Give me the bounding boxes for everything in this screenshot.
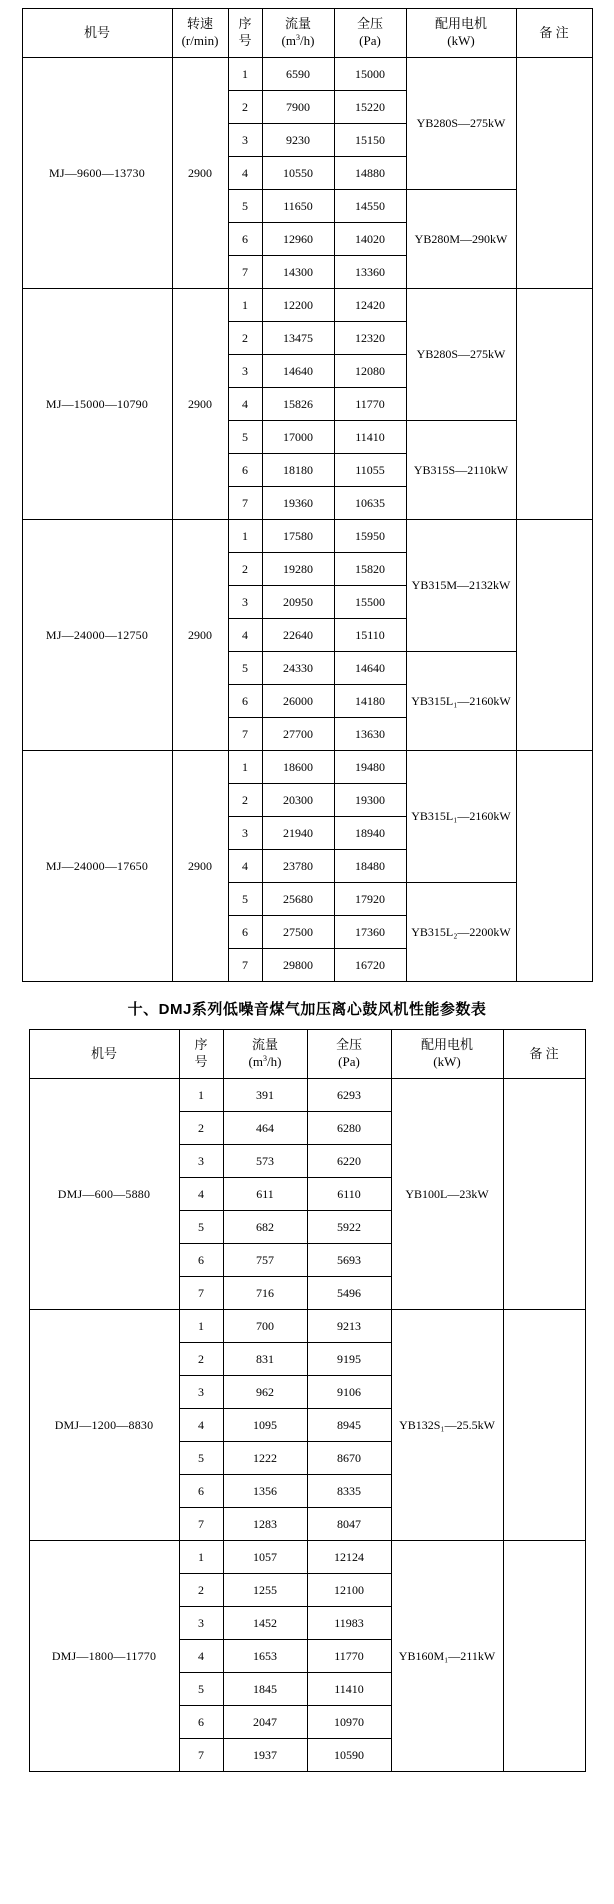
note-cell	[503, 1310, 585, 1541]
pressure-cell: 14550	[334, 190, 406, 223]
motor-cell: YB100L—23kW	[391, 1079, 503, 1310]
note-cell	[503, 1541, 585, 1772]
model-cell: DMJ—1800—11770	[29, 1541, 179, 1772]
seq-cell: 6	[228, 454, 262, 487]
header-flow	[223, 1030, 307, 1079]
pressure-cell: 15150	[334, 124, 406, 157]
header-motor	[391, 1030, 503, 1079]
motor-cell: YB280M—290kW	[406, 190, 516, 289]
seq-cell: 1	[228, 58, 262, 91]
flow-cell: 27700	[262, 718, 334, 751]
seq-cell: 6	[228, 916, 262, 949]
pressure-cell: 14880	[334, 157, 406, 190]
seq-cell: 7	[179, 1739, 223, 1772]
seq-cell: 1	[179, 1310, 223, 1343]
flow-cell: 12200	[262, 289, 334, 322]
seq-cell: 5	[179, 1211, 223, 1244]
seq-cell: 5	[228, 421, 262, 454]
seq-cell: 5	[179, 1673, 223, 1706]
motor-cell: YB315S—2110kW	[406, 421, 516, 520]
header-pressure-line1: 全压	[335, 1037, 362, 1053]
seq-cell: 7	[179, 1277, 223, 1310]
table-row	[29, 1541, 585, 1574]
flow-cell: 1095	[223, 1409, 307, 1442]
header-motor-line1: 配用电机	[420, 1037, 473, 1053]
pressure-cell: 8335	[307, 1475, 391, 1508]
seq-cell: 6	[179, 1244, 223, 1277]
seq-cell: 7	[228, 256, 262, 289]
motor-cell: YB132S₁—25.5kW	[391, 1310, 503, 1541]
seq-cell: 7	[228, 718, 262, 751]
header-flow-line2: $(m^3/h)$	[281, 33, 315, 48]
seq-cell: 3	[179, 1607, 223, 1640]
flow-cell: 573	[223, 1145, 307, 1178]
seq-cell: 4	[228, 157, 262, 190]
flow-cell: 757	[223, 1244, 307, 1277]
header-flow-line1: 流量	[284, 16, 311, 32]
pressure-cell: 11410	[307, 1673, 391, 1706]
header-flow-line1: 流量	[251, 1037, 278, 1053]
seq-cell: 1	[179, 1541, 223, 1574]
note-cell	[516, 289, 592, 520]
motor-cell: YB315L₁—2160kW	[406, 751, 516, 883]
seq-cell: 5	[228, 652, 262, 685]
header-motor-line2: (kW)	[433, 1054, 461, 1069]
pressure-cell: 16720	[334, 949, 406, 982]
pressure-cell: 19480	[334, 751, 406, 784]
speed-cell: 2900	[172, 58, 228, 289]
seq-cell: 6	[228, 685, 262, 718]
flow-cell: 611	[223, 1178, 307, 1211]
flow-cell: 11650	[262, 190, 334, 223]
pressure-cell: 8670	[307, 1442, 391, 1475]
header-motor	[406, 9, 516, 58]
pressure-cell: 15000	[334, 58, 406, 91]
flow-cell: 10550	[262, 157, 334, 190]
pressure-cell: 18940	[334, 817, 406, 850]
pressure-cell: 14180	[334, 685, 406, 718]
pressure-cell: 11983	[307, 1607, 391, 1640]
pressure-cell: 11410	[334, 421, 406, 454]
table-row	[29, 1310, 585, 1343]
flow-cell: 18600	[262, 751, 334, 784]
flow-cell: 14640	[262, 355, 334, 388]
seq-cell: 2	[228, 322, 262, 355]
pressure-cell: 5496	[307, 1277, 391, 1310]
seq-cell: 3	[179, 1376, 223, 1409]
flow-cell: 716	[223, 1277, 307, 1310]
pressure-cell: 12124	[307, 1541, 391, 1574]
header-seq-line1: 序	[194, 1037, 208, 1053]
flow-cell: 700	[223, 1310, 307, 1343]
header-seq	[179, 1030, 223, 1079]
flow-cell: 391	[223, 1079, 307, 1112]
seq-cell: 7	[228, 487, 262, 520]
table-row	[22, 751, 592, 784]
pressure-cell: 11770	[307, 1640, 391, 1673]
flow-cell: 24330	[262, 652, 334, 685]
note-cell	[516, 58, 592, 289]
seq-cell: 2	[179, 1574, 223, 1607]
pressure-cell: 12100	[307, 1574, 391, 1607]
flow-cell: 1653	[223, 1640, 307, 1673]
pressure-cell: 10970	[307, 1706, 391, 1739]
seq-cell: 5	[179, 1442, 223, 1475]
table-row	[22, 58, 592, 91]
pressure-cell: 18480	[334, 850, 406, 883]
header-seq-line1: 序	[238, 16, 252, 32]
flow-cell: 464	[223, 1112, 307, 1145]
seq-cell: 4	[179, 1178, 223, 1211]
table-header-row	[22, 9, 592, 58]
pressure-cell: 14020	[334, 223, 406, 256]
seq-cell: 2	[179, 1343, 223, 1376]
flow-cell: 1222	[223, 1442, 307, 1475]
pressure-cell: 15110	[334, 619, 406, 652]
flow-cell: 962	[223, 1376, 307, 1409]
pressure-cell: 6280	[307, 1112, 391, 1145]
flow-cell: 1356	[223, 1475, 307, 1508]
speed-cell: 2900	[172, 751, 228, 982]
header-model: 机号	[29, 1030, 179, 1079]
seq-cell: 4	[228, 850, 262, 883]
header-pressure	[307, 1030, 391, 1079]
header-note: 备 注	[516, 9, 592, 58]
header-motor-line1: 配用电机	[434, 16, 487, 32]
note-cell	[516, 751, 592, 982]
seq-cell: 3	[228, 355, 262, 388]
seq-cell: 2	[228, 91, 262, 124]
flow-cell: 22640	[262, 619, 334, 652]
pressure-cell: 10590	[307, 1739, 391, 1772]
pressure-cell: 5922	[307, 1211, 391, 1244]
pressure-cell: 13630	[334, 718, 406, 751]
model-cell: MJ—9600—13730	[22, 58, 172, 289]
flow-cell: 9230	[262, 124, 334, 157]
header-pressure-line2: (Pa)	[359, 33, 381, 48]
header-motor-line2: (kW)	[447, 33, 475, 48]
pressure-cell: 8945	[307, 1409, 391, 1442]
seq-cell: 4	[228, 388, 262, 421]
seq-cell: 3	[179, 1145, 223, 1178]
seq-cell: 1	[228, 289, 262, 322]
seq-cell: 3	[228, 817, 262, 850]
flow-cell: 17000	[262, 421, 334, 454]
motor-cell: YB280S—275kW	[406, 289, 516, 421]
flow-cell: 682	[223, 1211, 307, 1244]
flow-cell: 1283	[223, 1508, 307, 1541]
pressure-cell: 15820	[334, 553, 406, 586]
flow-cell: 13475	[262, 322, 334, 355]
seq-cell: 1	[228, 520, 262, 553]
flow-cell: 20300	[262, 784, 334, 817]
motor-cell: YB160M₁—211kW	[391, 1541, 503, 1772]
header-speed	[172, 9, 228, 58]
header-flow	[262, 9, 334, 58]
flow-cell: 1845	[223, 1673, 307, 1706]
flow-cell: 21940	[262, 817, 334, 850]
flow-cell: 7900	[262, 91, 334, 124]
flow-cell: 15826	[262, 388, 334, 421]
flow-cell: 1452	[223, 1607, 307, 1640]
pressure-cell: 11770	[334, 388, 406, 421]
flow-cell: 20950	[262, 586, 334, 619]
flow-cell: 1937	[223, 1739, 307, 1772]
pressure-cell: 17920	[334, 883, 406, 916]
model-cell: DMJ—600—5880	[29, 1079, 179, 1310]
table-header-row	[29, 1030, 585, 1079]
header-seq	[228, 9, 262, 58]
pressure-cell: 8047	[307, 1508, 391, 1541]
header-pressure-line2: (Pa)	[338, 1054, 360, 1069]
header-speed-line1: 转速	[186, 16, 213, 32]
seq-cell: 2	[179, 1112, 223, 1145]
flow-cell: 19280	[262, 553, 334, 586]
pressure-cell: 10635	[334, 487, 406, 520]
note-cell	[516, 520, 592, 751]
flow-cell: 26000	[262, 685, 334, 718]
motor-cell: YB315L₁—2160kW	[406, 652, 516, 751]
pressure-cell: 11055	[334, 454, 406, 487]
table-row	[22, 289, 592, 322]
seq-cell: 4	[228, 619, 262, 652]
pressure-cell: 6110	[307, 1178, 391, 1211]
pressure-cell: 15950	[334, 520, 406, 553]
pressure-cell: 9195	[307, 1343, 391, 1376]
motor-cell: YB315L₂—2200kW	[406, 883, 516, 982]
pressure-cell: 15220	[334, 91, 406, 124]
model-cell: MJ—24000—17650	[22, 751, 172, 982]
seq-cell: 3	[228, 586, 262, 619]
seq-cell: 3	[228, 124, 262, 157]
pressure-cell: 6293	[307, 1079, 391, 1112]
seq-cell: 6	[228, 223, 262, 256]
pressure-cell: 15500	[334, 586, 406, 619]
seq-cell: 1	[179, 1079, 223, 1112]
header-model: 机号	[22, 9, 172, 58]
table-row	[22, 520, 592, 553]
section-title: 十、DMJ系列低噪音煤气加压离心鼓风机性能参数表	[127, 1001, 487, 1018]
pressure-cell: 12420	[334, 289, 406, 322]
note-cell	[503, 1079, 585, 1310]
dmj-table-body	[29, 1030, 585, 1772]
mj-table-body	[22, 9, 592, 982]
header-pressure	[334, 9, 406, 58]
table-row	[29, 1079, 585, 1112]
seq-cell: 5	[228, 190, 262, 223]
model-cell: MJ—15000—10790	[22, 289, 172, 520]
flow-cell: 29800	[262, 949, 334, 982]
motor-cell: YB280S—275kW	[406, 58, 516, 190]
pressure-cell: 5693	[307, 1244, 391, 1277]
header-note: 备 注	[503, 1030, 585, 1079]
model-cell: DMJ—1200—8830	[29, 1310, 179, 1541]
flow-cell: 19360	[262, 487, 334, 520]
document-page	[0, 8, 614, 1772]
flow-cell: 25680	[262, 883, 334, 916]
seq-cell: 2	[228, 784, 262, 817]
seq-cell: 4	[179, 1640, 223, 1673]
flow-cell: 12960	[262, 223, 334, 256]
seq-cell: 7	[228, 949, 262, 982]
seq-cell: 6	[179, 1706, 223, 1739]
flow-cell: 1255	[223, 1574, 307, 1607]
motor-cell: YB315M—2132kW	[406, 520, 516, 652]
pressure-cell: 14640	[334, 652, 406, 685]
flow-cell: 1057	[223, 1541, 307, 1574]
seq-cell: 5	[228, 883, 262, 916]
pressure-cell: 12080	[334, 355, 406, 388]
flow-cell: 2047	[223, 1706, 307, 1739]
seq-cell: 1	[228, 751, 262, 784]
header-seq-line2: 号	[194, 1054, 208, 1069]
pressure-cell: 6220	[307, 1145, 391, 1178]
pressure-cell: 17360	[334, 916, 406, 949]
flow-cell: 831	[223, 1343, 307, 1376]
header-seq-line2: 号	[238, 33, 252, 48]
flow-cell: 17580	[262, 520, 334, 553]
header-flow-line2: $(m^3/h)$	[248, 1054, 282, 1069]
seq-cell: 6	[179, 1475, 223, 1508]
seq-cell: 4	[179, 1409, 223, 1442]
pressure-cell: 19300	[334, 784, 406, 817]
speed-cell: 2900	[172, 520, 228, 751]
header-speed-line2: (r/min)	[181, 33, 219, 48]
seq-cell: 2	[228, 553, 262, 586]
pressure-cell: 12320	[334, 322, 406, 355]
model-cell: MJ—24000—12750	[22, 520, 172, 751]
pressure-cell: 9213	[307, 1310, 391, 1343]
flow-cell: 27500	[262, 916, 334, 949]
pressure-cell: 13360	[334, 256, 406, 289]
flow-cell: 6590	[262, 58, 334, 91]
pressure-cell: 9106	[307, 1376, 391, 1409]
mj-performance-table	[22, 8, 593, 982]
flow-cell: 14300	[262, 256, 334, 289]
dmj-performance-table	[29, 1029, 586, 1772]
flow-cell: 18180	[262, 454, 334, 487]
speed-cell: 2900	[172, 289, 228, 520]
flow-cell: 23780	[262, 850, 334, 883]
seq-cell: 7	[179, 1508, 223, 1541]
header-pressure-line1: 全压	[356, 16, 383, 32]
